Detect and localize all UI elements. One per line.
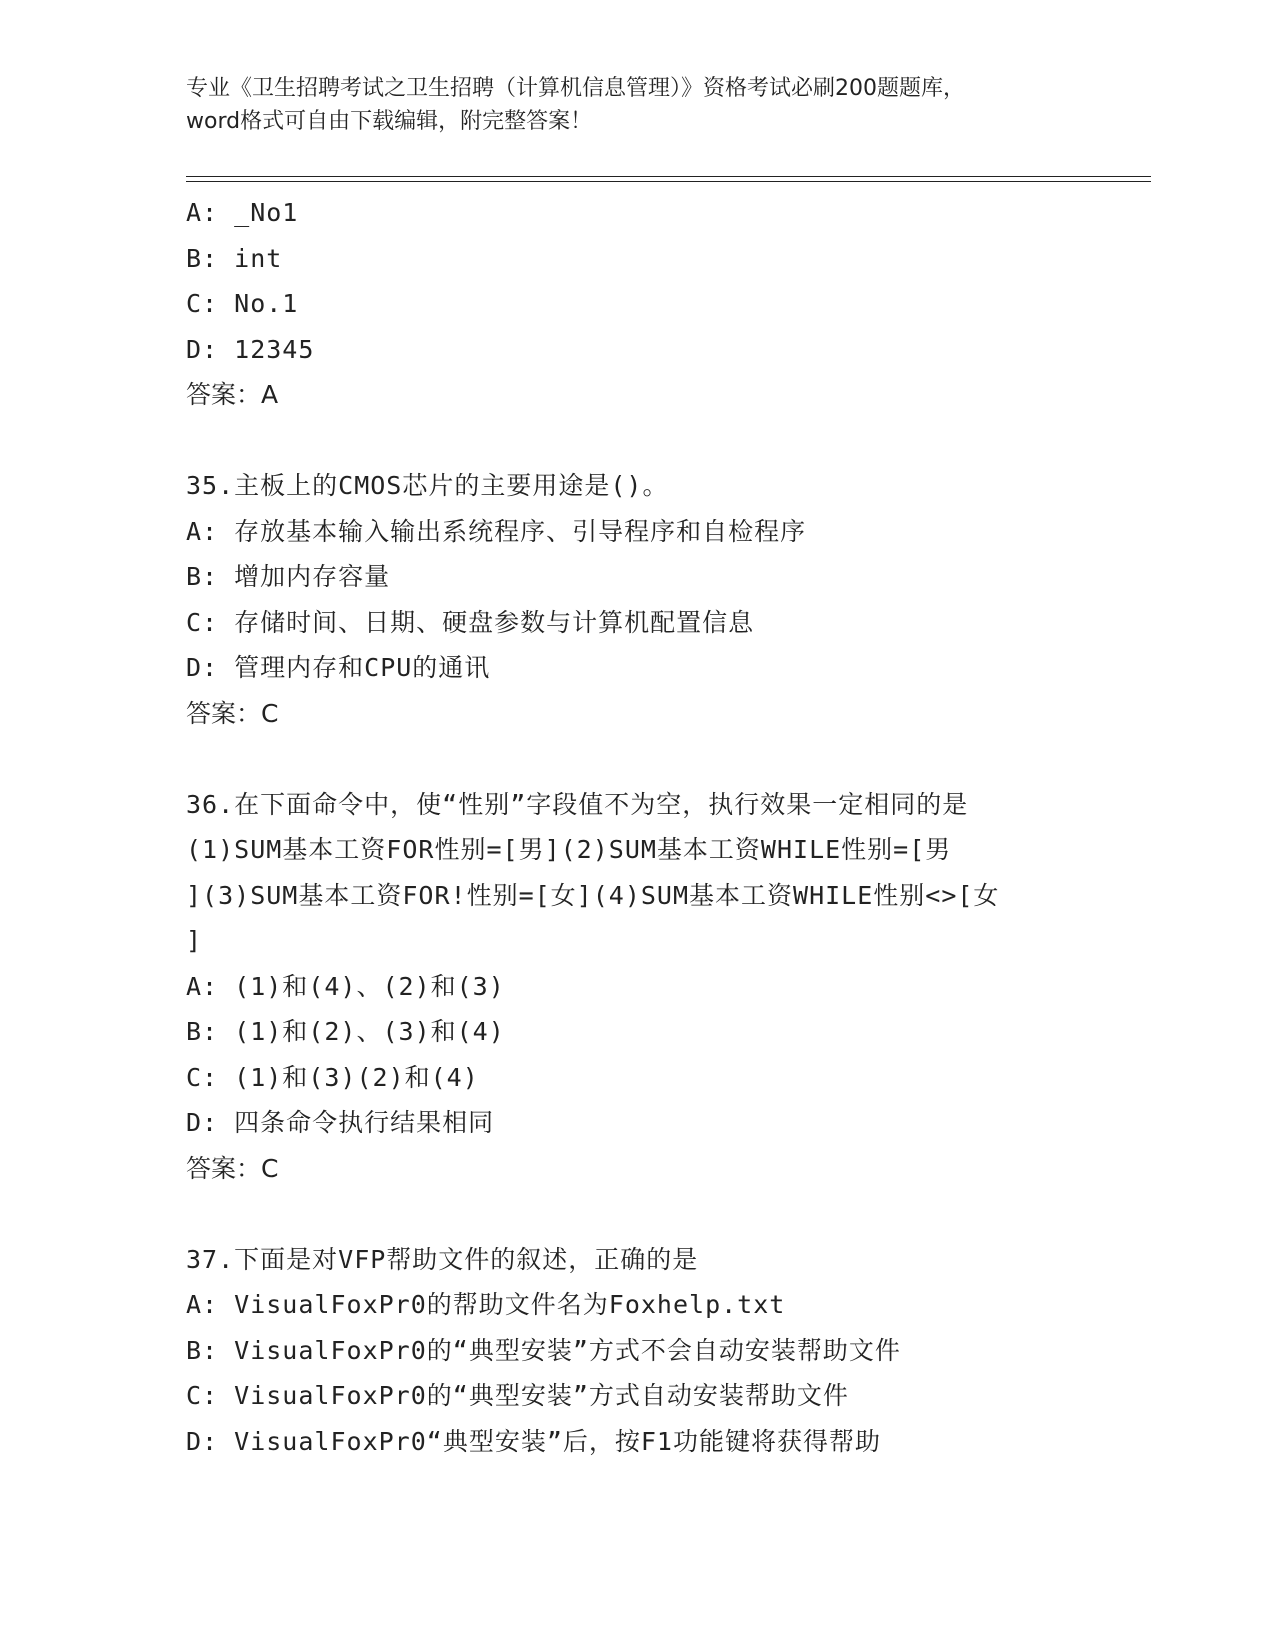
answer-line: 答案：A [186, 380, 279, 409]
option-a: A: 存放基本输入输出系统程序、引导程序和自检程序 [186, 516, 807, 546]
question-block-prev [186, 190, 1086, 418]
question-stem-line-3: ](3)SUM基本工资FOR!性别=[女](4)SUM基本工资WHILE性别<>[女 [186, 880, 1000, 910]
option-b: B: int [186, 243, 283, 273]
spacer [186, 1191, 1086, 1237]
option-c: C: (1)和(3)(2)和(4) [186, 1062, 479, 1092]
option-a: A: VisualFoxPr0的帮助文件名为Foxhelp.txt [186, 1290, 786, 1319]
option-b: B: 增加内存容量 [186, 562, 391, 591]
question-37 [186, 1237, 1086, 1465]
spacer [186, 418, 1086, 464]
option-d: D: VisualFoxPr0“典型安装”后，按F1功能键将获得帮助 [186, 1426, 881, 1456]
option-a: A: (1)和(4)、(2)和(3) [186, 971, 505, 1001]
question-stem-line-2: (1)SUM基本工资FOR性别=[男](2)SUM基本工资WHILE性别=[男 [186, 835, 952, 864]
option-c: C: 存储时间、日期、硬盘参数与计算机配置信息 [186, 607, 755, 637]
option-b: B: VisualFoxPr0的“典型安装”方式不会自动安装帮助文件 [186, 1335, 901, 1365]
option-b: B: (1)和(2)、(3)和(4) [186, 1017, 505, 1046]
option-c: C: No.1 [186, 289, 299, 318]
header-divider-bottom [186, 181, 1151, 182]
header-divider-top [186, 176, 1151, 177]
question-36 [186, 782, 1086, 1192]
document-header [186, 72, 1086, 138]
option-a: A: _No1 [186, 198, 299, 227]
option-d: D: 12345 [186, 334, 315, 364]
question-stem: 37.下面是对VFP帮助文件的叙述，正确的是 [186, 1244, 699, 1274]
option-d: D: 管理内存和CPU的通讯 [186, 653, 491, 682]
answer-line: 答案：C [186, 698, 279, 728]
question-stem: 35.主板上的CMOS芯片的主要用途是()。 [186, 471, 669, 500]
header-title-line-1: 专业《卫生招聘考试之卫生招聘（计算机信息管理）》资格考试必刷200题题库， [186, 76, 965, 101]
spacer [186, 736, 1086, 782]
question-list [186, 190, 1086, 1464]
header-title-line-2: word格式可自由下载编辑，附完整答案！ [186, 109, 593, 134]
answer-line: 答案：C [186, 1153, 279, 1183]
question-35 [186, 463, 1086, 736]
question-stem-line-4: ] [186, 926, 203, 955]
option-c: C: VisualFoxPr0的“典型安装”方式自动安装帮助文件 [186, 1381, 849, 1410]
option-d: D: 四条命令执行结果相同 [186, 1108, 495, 1137]
question-stem-line-1: 36.在下面命令中，使“性别”字段值不为空，执行效果一定相同的是 [186, 789, 969, 819]
